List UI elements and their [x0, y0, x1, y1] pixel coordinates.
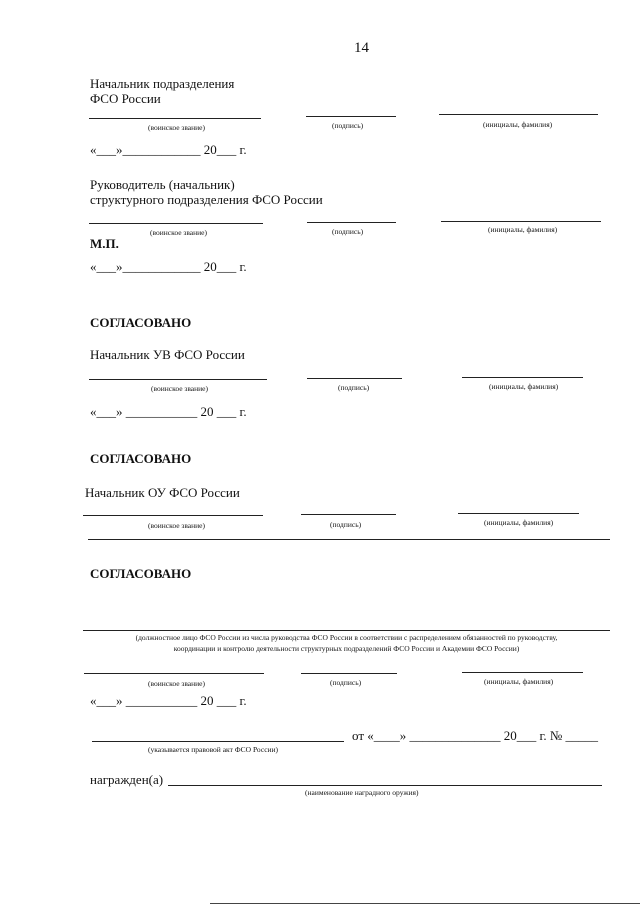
section5-signature-line: [301, 673, 397, 674]
section5-date-line: «___» ___________ 20 ___ г.: [90, 693, 247, 708]
section1-signature-caption: (подпись): [332, 121, 364, 130]
section5-rank-caption: (воинское звание): [148, 679, 205, 688]
section5-official-caption-line1: (должностное лицо ФСО России из числа руководства ФСО России в соответствии с распределением обязанностей по руководству,: [135, 633, 558, 642]
section1-signature-line: [306, 116, 396, 117]
section1-rank-line: [89, 118, 261, 119]
section4-rank-line: [83, 515, 263, 516]
section2-date-line: «___»____________ 20___ г.: [90, 259, 247, 274]
section1-name-caption: (инициалы, фамилия): [483, 120, 553, 129]
section1-name-line: [439, 114, 598, 115]
section4-title: Начальник ОУ ФСО России: [85, 485, 240, 500]
section4-name-caption: (инициалы, фамилия): [484, 518, 554, 527]
section2-signature-caption: (подпись): [332, 227, 364, 236]
section5-rank-line: [84, 673, 264, 674]
section2-stamp: М.П.: [90, 236, 119, 251]
award-caption: (наименование наградного оружия): [305, 788, 419, 797]
section5-heading: СОГЛАСОВАНО: [90, 566, 192, 581]
section2-title-line1: Руководитель (начальник): [90, 177, 235, 192]
section4-rank-caption: (воинское звание): [148, 521, 205, 530]
section5-signature-caption: (подпись): [330, 678, 362, 687]
section3-title: Начальник УВ ФСО России: [90, 347, 245, 362]
scan-edge-line: [210, 903, 640, 904]
section2-rank-caption: (воинское звание): [150, 228, 207, 237]
section3-rank-caption: (воинское звание): [151, 384, 208, 393]
section5-official-caption-line2: координации и контролю деятельности структурных подразделений ФСО России и Академии ФСО России): [173, 644, 520, 653]
section3-name-caption: (инициалы, фамилия): [489, 382, 559, 391]
section2-rank-line: [89, 223, 263, 224]
act-line: [92, 741, 344, 742]
act-caption: (указывается правовой акт ФСО России): [148, 745, 279, 754]
act-from-text: от «____» ______________ 20___ г. № _____: [352, 728, 599, 743]
section5-name-line: [462, 672, 583, 673]
section4-signature-line: [301, 514, 396, 515]
section3-rank-line: [89, 379, 267, 380]
section5-official-line: [83, 630, 610, 631]
section3-date-line: «___» ___________ 20 ___ г.: [90, 404, 247, 419]
section1-title-line2: ФСО России: [90, 91, 161, 106]
section1-rank-caption: (воинское звание): [148, 123, 205, 132]
section4-bottom-rule: [88, 539, 610, 540]
section2-name-caption: (инициалы, фамилия): [488, 225, 558, 234]
section3-signature-line: [307, 378, 402, 379]
award-line: [168, 785, 602, 786]
section2-title-line2: структурного подразделения ФСО России: [90, 192, 323, 207]
section3-name-line: [462, 377, 583, 378]
page-number: 14: [354, 40, 369, 56]
section1-date-line: «___»____________ 20___ г.: [90, 142, 247, 157]
section4-heading: СОГЛАСОВАНО: [90, 451, 192, 466]
section4-signature-caption: (подпись): [330, 520, 362, 529]
section2-signature-line: [307, 222, 396, 223]
award-label: награжден(а): [90, 772, 164, 787]
section2-name-line: [441, 221, 601, 222]
section5-name-caption: (инициалы, фамилия): [484, 677, 554, 686]
section1-title-line1: Начальник подразделения: [90, 76, 235, 91]
section3-signature-caption: (подпись): [338, 383, 370, 392]
section4-name-line: [458, 513, 579, 514]
section3-heading: СОГЛАСОВАНО: [90, 315, 192, 330]
